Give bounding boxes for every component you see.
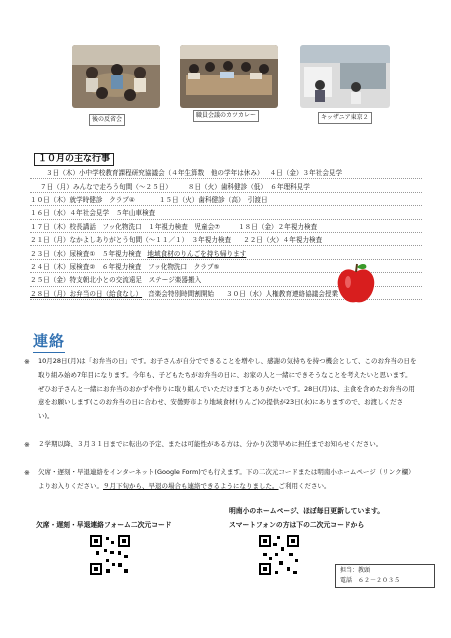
schedule-item: ２４日（木）尿検査② ６年視力検査 フッ化物洗口 クラブ⑤ [30, 262, 220, 271]
contact-box [335, 564, 435, 588]
photo-image [72, 45, 160, 108]
qr-code-absence-form[interactable] [88, 533, 132, 577]
notice-marker: ※ [24, 469, 30, 477]
notice-marker: ※ [24, 358, 30, 366]
qr-label-homepage: 明南小のホームページ、ほぼ毎日更新しています。 [229, 507, 385, 515]
schedule-row [30, 220, 422, 233]
contact-phone: 電話 ６２－２０３５ [340, 577, 401, 584]
qr-code-homepage[interactable] [257, 533, 301, 577]
schedule-title: １０月の主な行事 [34, 153, 114, 166]
qr-label-absence-form: 欠席・遅刻・早退連絡フォーム二次元コード [36, 521, 172, 529]
schedule-row [30, 233, 422, 246]
photo-image [180, 45, 278, 108]
schedule-item: １７日（木）校長講話 フッ化物洗口 １年視力検査 児童会⑦ [30, 222, 221, 231]
schedule-item: ２２日（火）４年視力検査 [243, 236, 323, 245]
schedule-item: １８日（金）２年視力検査 [238, 222, 318, 231]
schedule-item: ８日（火）歯科健診（低） ６年理科見学 [187, 182, 310, 191]
notice-transfer: ２学期以降、３月３１日までに転出の予定、または可能性がある方は、分かり次第早めに担任までお知らせください。 [38, 440, 383, 448]
schedule-item-bento-day: ２８日（月）お弁当の日（給食なし） [30, 289, 143, 298]
photo-caption-3: キッザニア東京２ [318, 112, 372, 124]
photo-reflection-meeting [72, 45, 160, 108]
notice-marker: ※ [24, 441, 30, 449]
schedule-item: １５日（火）歯科健診（高） 引渡日 [158, 195, 268, 204]
contact-person: 担当：教頭 [340, 567, 371, 574]
schedule-item: ２５日（金）特支朝北小との交流遠足 ステージ楽器搬入 [30, 276, 202, 285]
schedule-row [30, 206, 422, 219]
notice-absence-form [38, 466, 418, 494]
schedule-row [30, 179, 422, 192]
schedule-item: ４日（金）３年社会見学 [269, 169, 343, 178]
photo-caption-1: 後の反省会 [89, 114, 125, 126]
schedule-row [30, 166, 422, 179]
notice-bento-day: 10月28日(月)は「お弁当の日」です。お子さんが自分でできることを増やし、感謝の気持ちを持つ機会として、このお弁当の日を取り組み始め7年目になります。今年も、子どもたちがお弁当の日に、お家の人と一緒にできそうなことを考えたいと思います。ぜひお子さんと一緒にお弁当のおかずや作りに取り組んでいただけますとありがたいです。28日(月)は、主食を含めたお弁当の用意をお願いします(このお弁当の日に合わせ、安曇野市より地域食材(りんご)の提供が23日(水)にありますので、お渡しください)。 [38, 357, 417, 421]
schedule-item: 音楽会特別時間割開始 [148, 289, 215, 298]
qr-label-smartphone: スマートフォンの方は下の二次元コードから [229, 521, 365, 529]
notice-absence-end: ご利用ください。 [278, 481, 331, 490]
notice-absence-text: 欠席・遅刻・早退連絡をインターネット(Google Form)でも行えます。下の二次元コードまたは明南小ホームページ（リンク欄）よりお入りください。 [38, 468, 415, 490]
schedule-item: １０日（木）就学時健診 クラブ④ [30, 195, 135, 204]
schedule-item: ３日（木）小中学校教育課程研究協議会（４年生算数 他の学年は休み） [46, 169, 264, 178]
schedule-item-apple-note: 地域食材のりんごを持ち帰ります [147, 249, 247, 258]
apple-icon [336, 262, 376, 306]
photo-staff-curry [180, 45, 278, 108]
schedule-item: ２１日（月）なかよしありがとう旬間（～１１／１） ３年視力検査 [30, 236, 232, 245]
photo-kidzania [300, 45, 390, 108]
schedule-item: ２３日（水）尿検査① ５年視力検査 [30, 249, 142, 258]
schedule-item: ３０日（水）人権教育連絡協議会授業 [226, 289, 339, 298]
schedule-item: １６日（水）４年社会見学 ５年山車検査 [30, 209, 156, 218]
schedule-item: ７日（月）みんなで走ろう旬間（～２５日） [40, 182, 172, 191]
photo-caption-2: 職員会議のカツカレー [193, 110, 259, 122]
schedule-row [30, 246, 422, 259]
notice-absence-underline: ９月下旬から、早退の場合も連絡できるようになりました。 [103, 481, 279, 490]
notice-heading: 連絡 [33, 330, 65, 353]
schedule-row [30, 193, 422, 206]
photo-image [300, 45, 390, 108]
